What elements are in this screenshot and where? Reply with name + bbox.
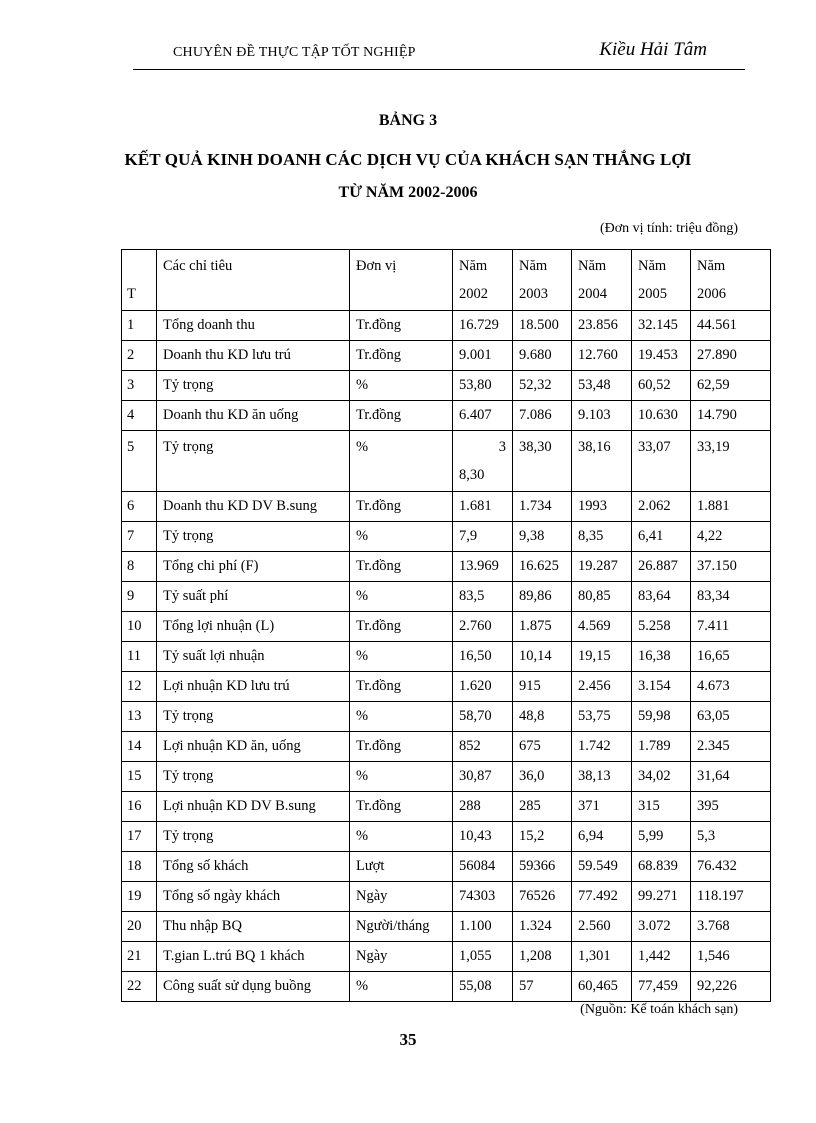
row-unit: Người/tháng: [350, 912, 453, 942]
row-value: 7.086: [513, 401, 572, 431]
row-value: 7.411: [691, 612, 771, 642]
row-value: 77,459: [632, 972, 691, 1002]
table-row: [122, 672, 771, 702]
table-row: [122, 371, 771, 401]
table-row: [122, 912, 771, 942]
results-table: [121, 249, 771, 1002]
row-value: 5,3: [691, 822, 771, 852]
header-stt-cell: [122, 250, 157, 311]
row-indicator: Tổng doanh thu: [157, 311, 350, 341]
table-row: [122, 492, 771, 522]
row-value: 1.324: [513, 912, 572, 942]
row-number: 10: [122, 612, 157, 642]
row-value: 3.072: [632, 912, 691, 942]
row-value: 58,70: [453, 702, 513, 732]
row-value: 7,9: [453, 522, 513, 552]
row-value: 10,43: [453, 822, 513, 852]
row-value: 53,80: [453, 371, 513, 401]
row-value: 1,546: [691, 942, 771, 972]
table-row: [122, 882, 771, 912]
row-value: 2.456: [572, 672, 632, 702]
row-value: 34,02: [632, 762, 691, 792]
row-unit: %: [350, 972, 453, 1002]
row-value: 53,75: [572, 702, 632, 732]
row-value: 315: [632, 792, 691, 822]
row-unit: Tr.đồng: [350, 401, 453, 431]
row-value: 14.790: [691, 401, 771, 431]
row-value: 36,0: [513, 762, 572, 792]
header-year: 2005: [638, 286, 667, 302]
row-value: 15,2: [513, 822, 572, 852]
row-number: 15: [122, 762, 157, 792]
header-indicator: Các chỉ tiêu: [157, 250, 350, 311]
header-year-cell: [691, 250, 771, 311]
row-number: 21: [122, 942, 157, 972]
row-value: 99.271: [632, 882, 691, 912]
row-indicator: Tỷ trọng: [157, 822, 350, 852]
row-unit: Ngày: [350, 942, 453, 972]
row-unit: %: [350, 522, 453, 552]
row-number: 22: [122, 972, 157, 1002]
row-indicator: Tỷ trọng: [157, 371, 350, 401]
row-value: 13.969: [453, 552, 513, 582]
table-body: [122, 250, 771, 1002]
row-value: 56084: [453, 852, 513, 882]
header-document-type: CHUYÊN ĐỀ THỰC TẬP TỐT NGHIỆP: [173, 45, 416, 60]
table-row: [122, 762, 771, 792]
row-value: 59.549: [572, 852, 632, 882]
row-value: 74303: [453, 882, 513, 912]
row-value: 5.258: [632, 612, 691, 642]
header-year-label: Năm: [578, 258, 607, 274]
row-number: 16: [122, 792, 157, 822]
table-title: KẾT QUẢ KINH DOANH CÁC DỊCH VỤ CỦA KHÁCH SẠN THẮNG LỢI: [124, 150, 692, 169]
row-number: 6: [122, 492, 157, 522]
row-value: 55,08: [453, 972, 513, 1002]
row-value: 1993: [572, 492, 632, 522]
row-number: 2: [122, 341, 157, 371]
row-value: 44.561: [691, 311, 771, 341]
row-unit: %: [350, 762, 453, 792]
table-row: [122, 552, 771, 582]
row-value: 915: [513, 672, 572, 702]
row-value: 16,50: [453, 642, 513, 672]
table-row: [122, 582, 771, 612]
row-value: 38,13: [572, 762, 632, 792]
row-value: 1.742: [572, 732, 632, 762]
row-value: 9.001: [453, 341, 513, 371]
row-indicator: Công suất sử dụng buồng: [157, 972, 350, 1002]
row-value: 60,465: [572, 972, 632, 1002]
row-indicator: Tỷ trọng: [157, 431, 350, 492]
row-indicator: Tỷ suất lợi nhuận: [157, 642, 350, 672]
row-value: 92,226: [691, 972, 771, 1002]
header-year-label: Năm: [459, 258, 488, 274]
row-indicator: Tỷ suất phí: [157, 582, 350, 612]
row-value: 19.287: [572, 552, 632, 582]
row-indicator: Tổng lợi nhuận (L): [157, 612, 350, 642]
row-number: 8: [122, 552, 157, 582]
header-year: 2002: [459, 286, 488, 302]
row-value: 53,48: [572, 371, 632, 401]
header-year-cell: [513, 250, 572, 311]
header-year-cell: [453, 250, 513, 311]
row-indicator: Tỷ trọng: [157, 702, 350, 732]
row-value: 27.890: [691, 341, 771, 371]
row-number: 7: [122, 522, 157, 552]
header-year-cell: [632, 250, 691, 311]
row-indicator: Thu nhập BQ: [157, 912, 350, 942]
row-value: 4,22: [691, 522, 771, 552]
row-unit: %: [350, 822, 453, 852]
row-indicator: Lợi nhuận KD DV B.sung: [157, 792, 350, 822]
row-unit: Tr.đồng: [350, 492, 453, 522]
row-number: 11: [122, 642, 157, 672]
row-value: 38,30: [513, 431, 572, 492]
row-indicator: Lợi nhuận KD lưu trú: [157, 672, 350, 702]
row-indicator: Lợi nhuận KD ăn, uống: [157, 732, 350, 762]
row-value: 1.681: [453, 492, 513, 522]
row-value: 9,38: [513, 522, 572, 552]
row-value: 30,87: [453, 762, 513, 792]
row-value: 83,64: [632, 582, 691, 612]
table-row: [122, 732, 771, 762]
row-value: 2.560: [572, 912, 632, 942]
row-value: 10.630: [632, 401, 691, 431]
row-value: 83,34: [691, 582, 771, 612]
table-header-row: [122, 250, 771, 311]
row-unit: Tr.đồng: [350, 612, 453, 642]
row-value: 38,16: [572, 431, 632, 492]
page-number: 35: [399, 1030, 417, 1049]
row-value: 23.856: [572, 311, 632, 341]
row-value: 12.760: [572, 341, 632, 371]
row-value: 1,208: [513, 942, 572, 972]
table-row: [122, 702, 771, 732]
row-value: 9.680: [513, 341, 572, 371]
row-value: 1,442: [632, 942, 691, 972]
row-value: 288: [453, 792, 513, 822]
table-row: [122, 311, 771, 341]
row-unit: %: [350, 702, 453, 732]
row-value: 59,98: [632, 702, 691, 732]
row-indicator: Doanh thu KD lưu trú: [157, 341, 350, 371]
row-value: 852: [453, 732, 513, 762]
table-row: [122, 942, 771, 972]
table-row: [122, 972, 771, 1002]
unit-note: (Đơn vị tính: triệu đồng): [599, 221, 738, 236]
row-indicator: T.gian L.trú BQ 1 khách: [157, 942, 350, 972]
row-number: 5: [122, 431, 157, 492]
header-year-cell: [572, 250, 632, 311]
row-value: 1.875: [513, 612, 572, 642]
row-value: 18.500: [513, 311, 572, 341]
table-row: [122, 401, 771, 431]
row-value: 57: [513, 972, 572, 1002]
row-value: 6,41: [632, 522, 691, 552]
row-indicator: Tỷ trọng: [157, 522, 350, 552]
row-unit: Tr.đồng: [350, 552, 453, 582]
row-unit: Tr.đồng: [350, 672, 453, 702]
table-row: [122, 792, 771, 822]
row-value: 77.492: [572, 882, 632, 912]
row-value: 33,07: [632, 431, 691, 492]
row-indicator: Tỷ trọng: [157, 762, 350, 792]
row-value: 68.839: [632, 852, 691, 882]
row-value: 16.625: [513, 552, 572, 582]
row-value-part: 8,30: [459, 467, 485, 483]
row-value: 675: [513, 732, 572, 762]
row-value: 4.569: [572, 612, 632, 642]
row-value: 26.887: [632, 552, 691, 582]
row-value: 3.768: [691, 912, 771, 942]
table-row: [122, 522, 771, 552]
row-value: 32.145: [632, 311, 691, 341]
row-number: 3: [122, 371, 157, 401]
row-indicator: Tổng số ngày khách: [157, 882, 350, 912]
row-number: 12: [122, 672, 157, 702]
row-value-part: 3: [498, 439, 506, 455]
row-value: 16,38: [632, 642, 691, 672]
row-value: 63,05: [691, 702, 771, 732]
header-year: 2003: [519, 286, 548, 302]
row-number: 9: [122, 582, 157, 612]
row-value: [453, 431, 513, 492]
header-year-label: Năm: [519, 258, 548, 274]
row-unit: Tr.đồng: [350, 732, 453, 762]
row-value: 6,94: [572, 822, 632, 852]
row-value: 1.881: [691, 492, 771, 522]
row-value: 19,15: [572, 642, 632, 672]
header-year: 2004: [578, 286, 607, 302]
row-value: 371: [572, 792, 632, 822]
header-year-label: Năm: [697, 258, 726, 274]
row-value: 1.789: [632, 732, 691, 762]
row-value: 4.673: [691, 672, 771, 702]
row-value: 8,35: [572, 522, 632, 552]
row-indicator: Tổng số khách: [157, 852, 350, 882]
table-number: BẢNG 3: [378, 112, 438, 129]
row-value: 395: [691, 792, 771, 822]
row-number: 13: [122, 702, 157, 732]
row-value: 118.197: [691, 882, 771, 912]
row-number: 1: [122, 311, 157, 341]
row-value: 76.432: [691, 852, 771, 882]
row-value: 37.150: [691, 552, 771, 582]
row-value: 285: [513, 792, 572, 822]
row-unit: Tr.đồng: [350, 792, 453, 822]
row-value: 2.062: [632, 492, 691, 522]
row-value: 19.453: [632, 341, 691, 371]
source-note: (Nguồn: Kế toán khách sạn): [580, 1002, 738, 1017]
row-number: 20: [122, 912, 157, 942]
row-value: 31,64: [691, 762, 771, 792]
row-value: 80,85: [572, 582, 632, 612]
table-subtitle: TỪ NĂM 2002-2006: [338, 184, 478, 201]
row-value: 1,301: [572, 942, 632, 972]
row-value: 60,52: [632, 371, 691, 401]
row-unit: %: [350, 371, 453, 401]
row-number: 18: [122, 852, 157, 882]
table-row: [122, 431, 771, 492]
row-value: 16.729: [453, 311, 513, 341]
row-value: 1,055: [453, 942, 513, 972]
row-value: 33,19: [691, 431, 771, 492]
row-value: 6.407: [453, 401, 513, 431]
row-value: 2.760: [453, 612, 513, 642]
row-value: 3.154: [632, 672, 691, 702]
table-row: [122, 642, 771, 672]
header-unit: Đơn vị: [350, 250, 453, 311]
row-unit: Ngày: [350, 882, 453, 912]
row-indicator: Tổng chi phí (F): [157, 552, 350, 582]
row-unit: %: [350, 582, 453, 612]
table-row: [122, 822, 771, 852]
row-unit: %: [350, 431, 453, 492]
header-author: Kiều Hải Tâm: [599, 39, 707, 60]
row-value: 89,86: [513, 582, 572, 612]
page-header: [133, 36, 745, 70]
row-number: 19: [122, 882, 157, 912]
header-rule: [133, 69, 745, 70]
row-number: 14: [122, 732, 157, 762]
row-unit: %: [350, 642, 453, 672]
row-value: 2.345: [691, 732, 771, 762]
row-value: 10,14: [513, 642, 572, 672]
table-row: [122, 852, 771, 882]
row-value: 9.103: [572, 401, 632, 431]
row-unit: Tr.đồng: [350, 311, 453, 341]
row-unit: Tr.đồng: [350, 341, 453, 371]
row-value: 48,8: [513, 702, 572, 732]
row-value: 1.734: [513, 492, 572, 522]
table-row: [122, 612, 771, 642]
row-value: 52,32: [513, 371, 572, 401]
row-value: 59366: [513, 852, 572, 882]
row-value: 1.620: [453, 672, 513, 702]
row-indicator: Doanh thu KD DV B.sung: [157, 492, 350, 522]
row-value: 5,99: [632, 822, 691, 852]
row-unit: Lượt: [350, 852, 453, 882]
row-indicator: Doanh thu KD ăn uống: [157, 401, 350, 431]
row-number: 4: [122, 401, 157, 431]
row-number: 17: [122, 822, 157, 852]
row-value: 83,5: [453, 582, 513, 612]
row-value: 62,59: [691, 371, 771, 401]
header-year-label: Năm: [638, 258, 667, 274]
header-stt: T: [127, 286, 136, 302]
table-row: [122, 341, 771, 371]
row-value: 16,65: [691, 642, 771, 672]
header-year: 2006: [697, 286, 726, 302]
row-value: 76526: [513, 882, 572, 912]
row-value: 1.100: [453, 912, 513, 942]
